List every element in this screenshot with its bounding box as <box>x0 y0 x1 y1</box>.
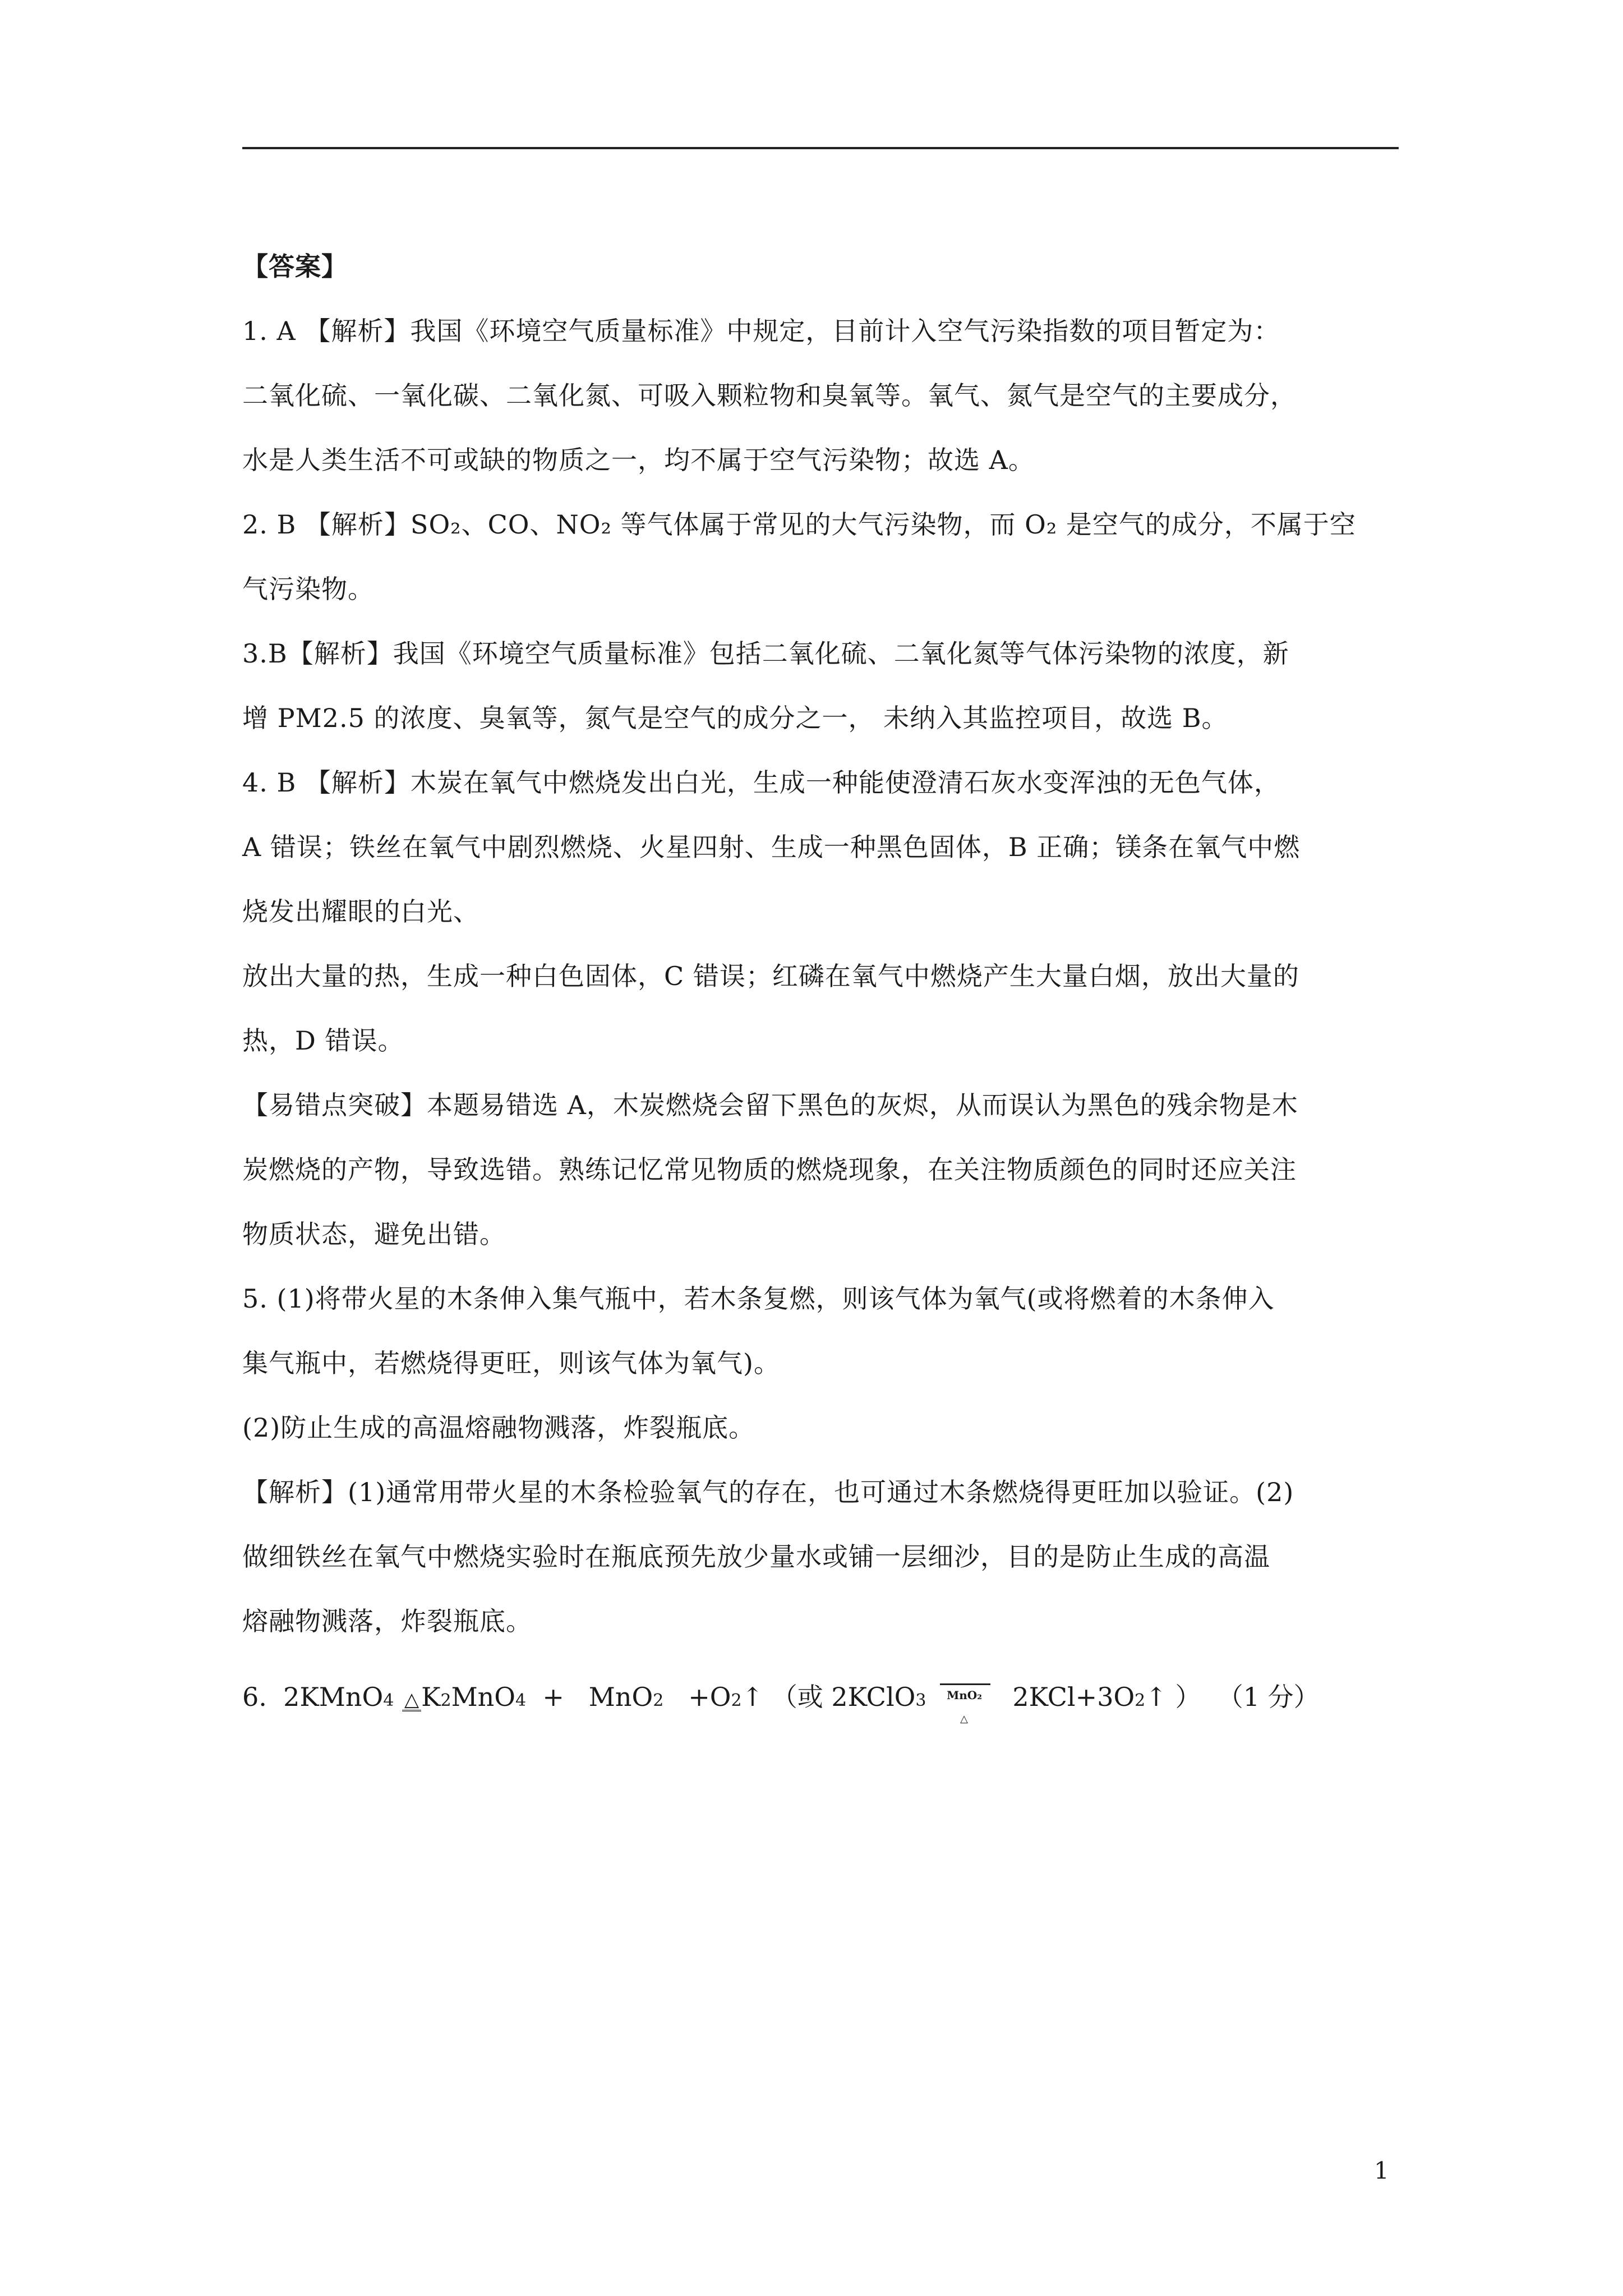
eq-alt-sub: 3 <box>915 1691 926 1710</box>
condition-heat: △ <box>960 1713 968 1725</box>
text-line: 做细铁丝在氧气中燃烧实验时在瓶底预先放少量水或铺一层细沙，目的是防止生成的高温 <box>242 1542 1270 1572</box>
text-line: 【易错点突破】本题易错选 A，木炭燃烧会留下黑色的灰烬，从而误认为黑色的残余物是木 <box>242 1090 1298 1120</box>
eq-product2-sub: 2 <box>653 1691 664 1710</box>
heat-condition: △ <box>402 1690 421 1711</box>
eq-product1-sub1: 2 <box>440 1691 451 1710</box>
text-line: 4. B 【解析】木炭在氧气中燃烧发出白光，生成一种能使澄清石灰水变浑浊的无色气体， <box>242 767 1280 798</box>
text-line: 气污染物。 <box>242 574 374 604</box>
eq-product2: MnO <box>588 1682 653 1712</box>
text-line: 3.B【解析】我国《环境空气质量标准》包括二氧化硫、二氧化氮等气体污染物的浓度，新 <box>242 638 1289 669</box>
text-line: 【答案】 <box>242 251 348 282</box>
text-line: A 错误；铁丝在氧气中剧烈燃烧、火星四射、生成一种黑色固体，B 正确；镁条在氧气中燃 <box>242 832 1301 862</box>
eq-number: 6. <box>242 1682 267 1712</box>
eq-plus2: +O <box>688 1682 731 1712</box>
text-line: 烧发出耀眼的白光、 <box>242 896 479 927</box>
catalyst-condition <box>934 1672 996 1725</box>
eq-reactant: 2KMnO <box>283 1682 384 1712</box>
catalyst-label: MnO₂ <box>947 1688 982 1702</box>
text-line: 热，D 错误。 <box>242 1025 404 1056</box>
condition-bar <box>940 1683 990 1685</box>
text-line: 增 PM2.5 的浓度、臭氧等，氮气是空气的成分之一， 未纳入其监控项目，故选 B。 <box>242 703 1228 733</box>
text-line: 二氧化硫、一氧化碳、二氧化氮、可吸入颗粒物和臭氧等。氧气、氮气是空气的主要成分， <box>242 380 1297 411</box>
gas-arrow-1: ↑ <box>741 1682 764 1712</box>
eq-alt-product: 2KCl+3O <box>1012 1682 1135 1712</box>
eq-alt-close: ） <box>1175 1682 1201 1712</box>
text-line: 5. (1)将带火星的木条伸入集气瓶中，若木条复燃，则该气体为氧气(或将燃着的木条伸入 <box>242 1283 1275 1314</box>
eq-product1-sub2: 4 <box>515 1691 527 1710</box>
text-line: 物质状态，避免出错。 <box>242 1219 506 1249</box>
text-line: 熔融物溅落，炸裂瓶底。 <box>242 1606 532 1636</box>
eq-score: （1 分） <box>1217 1682 1320 1712</box>
gas-arrow-2: ↑ <box>1145 1682 1167 1712</box>
text-line: 1. A 【解析】我国《环境空气质量标准》中规定，目前计入空气污染指数的项目暂定为： <box>242 316 1280 346</box>
eq-product1b: MnO <box>451 1682 516 1712</box>
header-rule <box>242 147 1399 149</box>
text-line: (2)防止生成的高温熔融物溅落，炸裂瓶底。 <box>242 1412 755 1443</box>
text-line: 集气瓶中，若燃烧得更旺，则该气体为氧气)。 <box>242 1348 780 1378</box>
eq-product3-sub: 2 <box>731 1691 742 1710</box>
page-number: 1 <box>1374 2157 1389 2184</box>
eq-product1a: K <box>421 1682 441 1712</box>
text-line: 2. B 【解析】SO₂、CO、NO₂ 等气体属于常见的大气污染物，而 O₂ 是空气的成分，不属于空 <box>242 509 1356 540</box>
text-line: 水是人类生活不可或缺的物质之一，均不属于空气污染物；故选 A。 <box>242 445 1035 475</box>
text-line: 炭燃烧的产物，导致选错。熟练记忆常见物质的燃烧现象，在关注物质颜色的同时还应关注 <box>242 1154 1297 1185</box>
text-line: 放出大量的热，生成一种白色固体，C 错误；红磷在氧气中燃烧产生大量白烟，放出大量的 <box>242 961 1299 991</box>
answer-lines <box>242 234 1399 1654</box>
equation-line <box>242 1665 1399 1729</box>
eq-alt-product-sub: 2 <box>1135 1691 1146 1710</box>
answer-content <box>242 234 1399 1729</box>
eq-plus1: + <box>542 1682 564 1712</box>
eq-reactant-sub: 4 <box>383 1691 394 1710</box>
eq-alt-open: （或 2KClO <box>771 1682 916 1712</box>
text-line: 【解析】(1)通常用带火星的木条检验氧气的存在，也可通过木条燃烧得更旺加以验证。(2) <box>242 1477 1294 1507</box>
